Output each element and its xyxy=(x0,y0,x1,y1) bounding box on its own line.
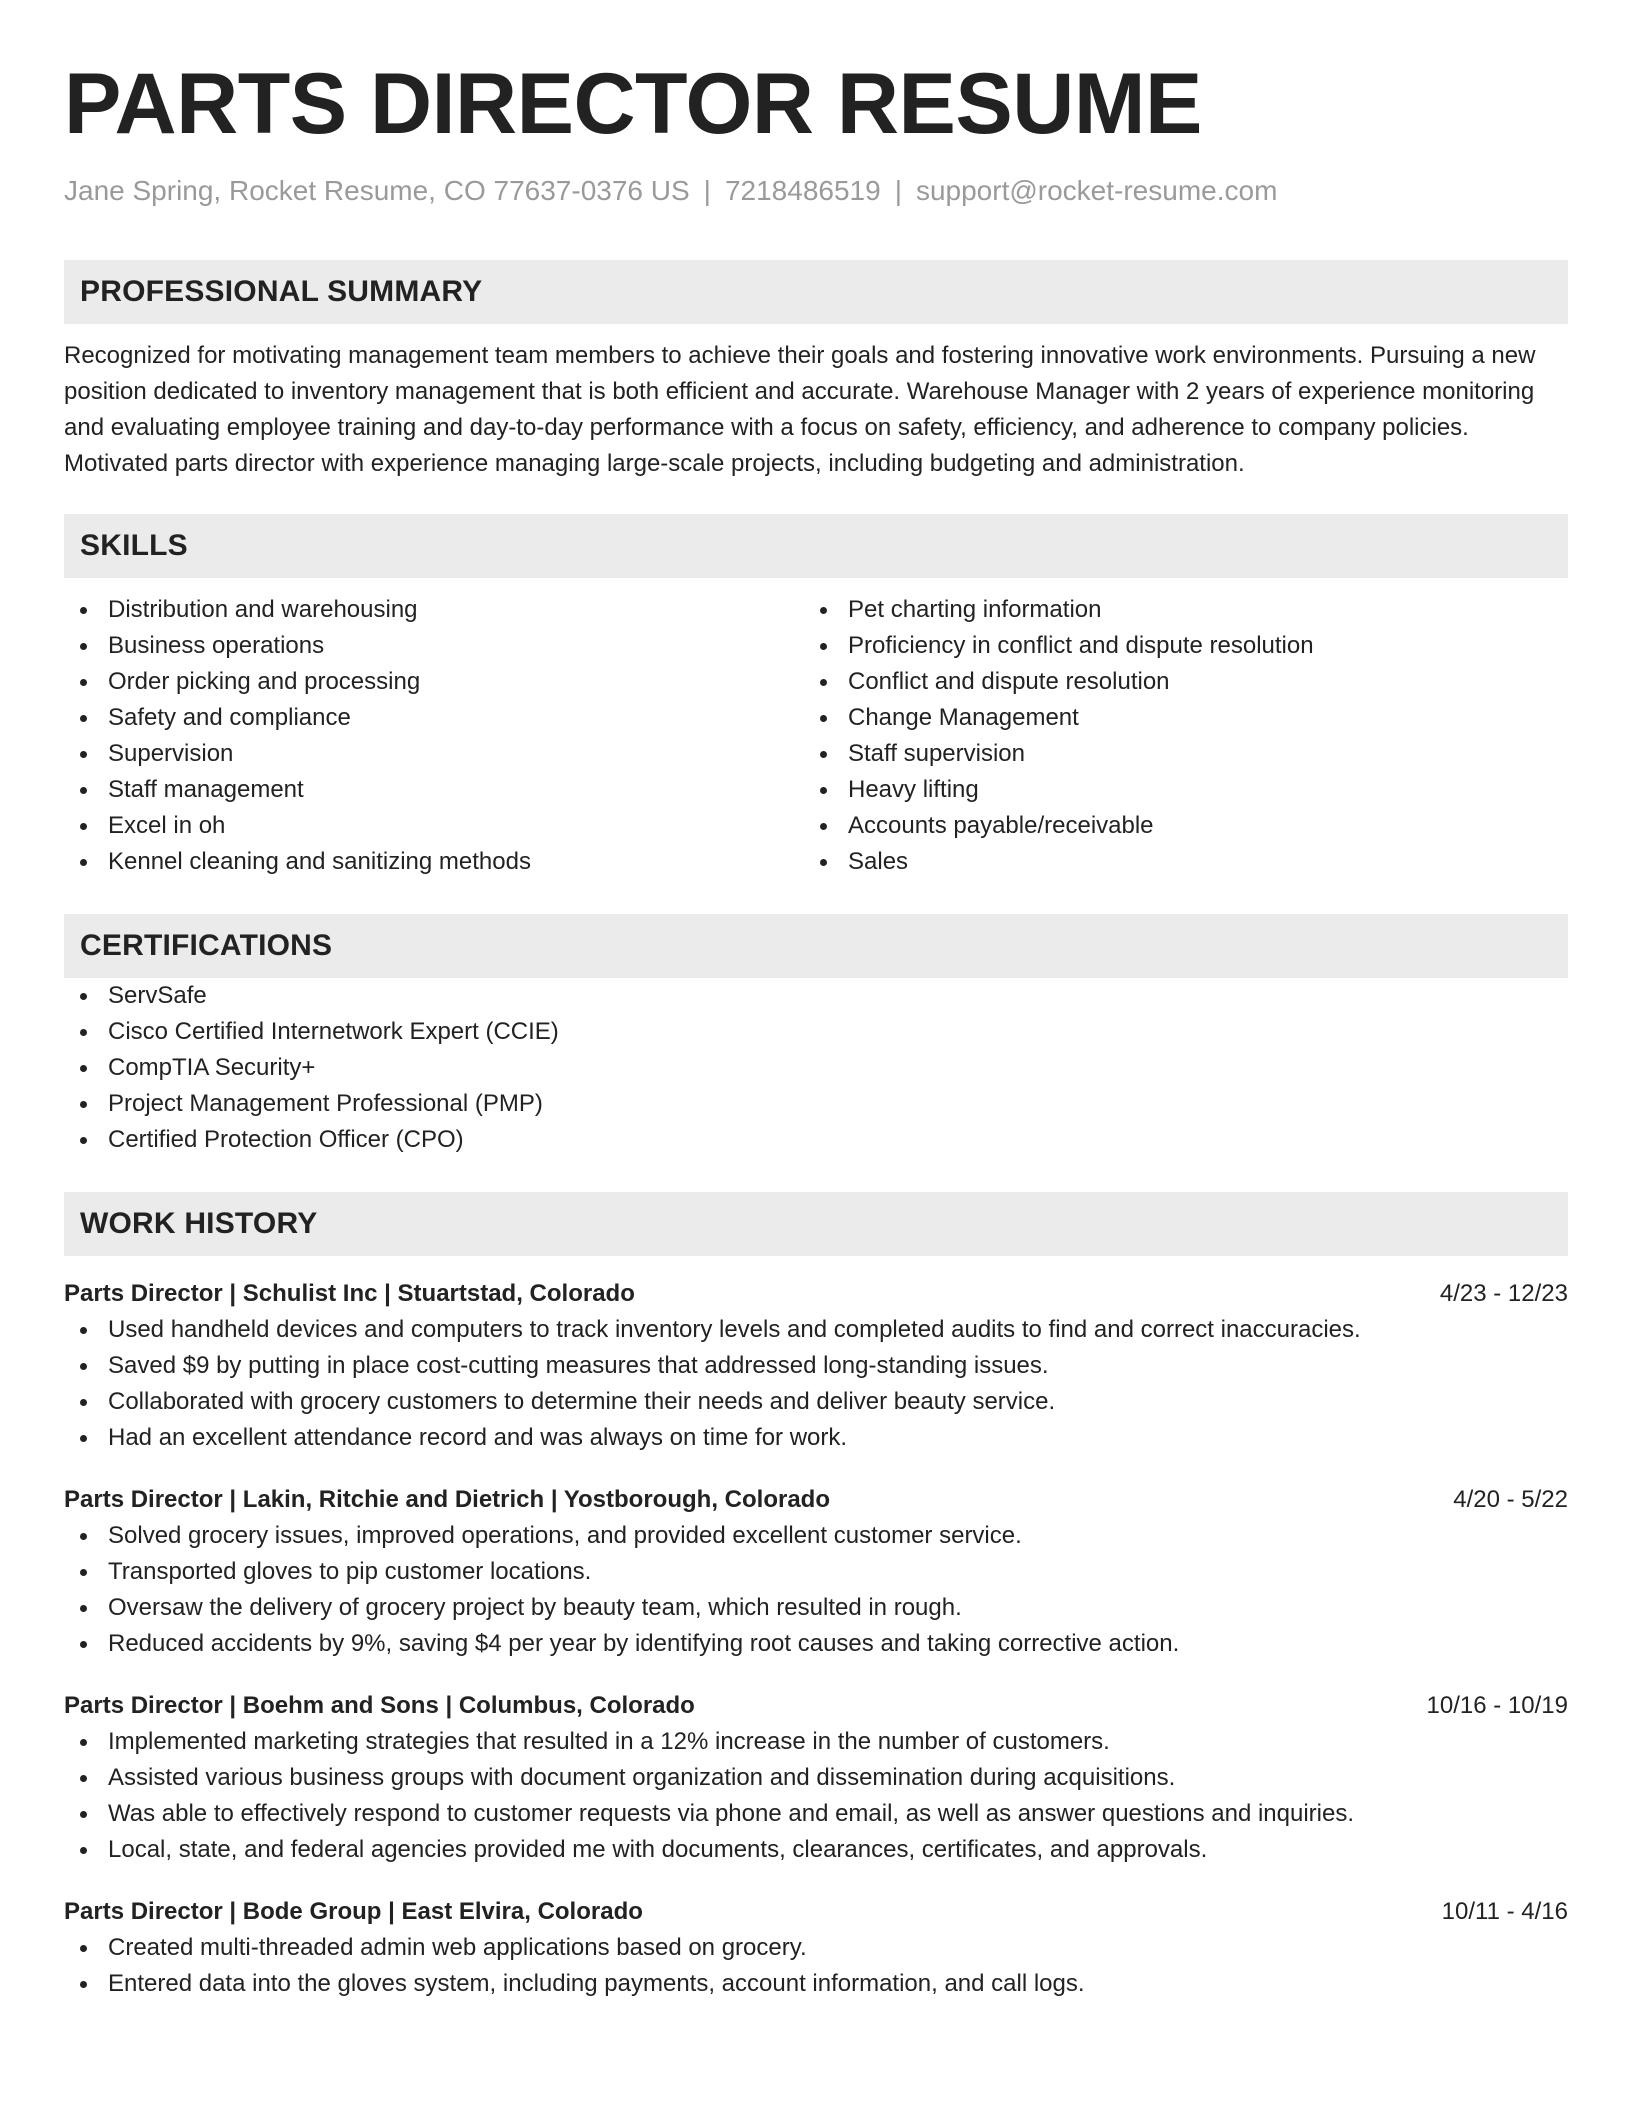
contact-line xyxy=(64,174,1568,208)
skill-item: Distribution and warehousing xyxy=(64,592,804,628)
job-bullet: Assisted various business groups with document organization and dissemination during acquisitions. xyxy=(64,1760,1568,1796)
skill-item: Pet charting information xyxy=(804,592,1544,628)
job-bullets xyxy=(64,1518,1568,1662)
job-entry xyxy=(64,1276,1568,1456)
skills-list-right xyxy=(804,592,1544,880)
skills-list-left xyxy=(64,592,804,880)
job-bullet: Solved grocery issues, improved operations, and provided excellent customer service. xyxy=(64,1518,1568,1554)
skills-column-right xyxy=(804,592,1544,880)
job-dates: 10/16 - 10/19 xyxy=(1426,1692,1568,1719)
skill-item: Conflict and dispute resolution xyxy=(804,664,1544,700)
job-header xyxy=(64,1688,1568,1724)
skills-column-left xyxy=(64,592,804,880)
skills-grid xyxy=(64,592,1568,880)
certifications-heading: CERTIFICATIONS xyxy=(64,914,1568,978)
job-bullets xyxy=(64,1930,1568,2002)
skill-item: Safety and compliance xyxy=(64,700,804,736)
job-bullets xyxy=(64,1312,1568,1456)
job-title: Parts Director | Lakin, Ritchie and Dietrich | Yostborough, Colorado xyxy=(64,1486,830,1513)
certification-item: Cisco Certified Internetwork Expert (CCIE) xyxy=(64,1014,1568,1050)
job-header xyxy=(64,1276,1568,1312)
job-dates: 4/23 - 12/23 xyxy=(1439,1280,1568,1307)
contact-separator: | xyxy=(894,175,902,206)
job-bullet: Created multi-threaded admin web applications based on grocery. xyxy=(64,1930,1568,1966)
job-title: Parts Director | Bode Group | East Elvira, Colorado xyxy=(64,1898,643,1925)
job-entry xyxy=(64,1482,1568,1662)
job-dates: 10/11 - 4/16 xyxy=(1441,1898,1568,1925)
job-bullet: Implemented marketing strategies that resulted in a 12% increase in the number of customers. xyxy=(64,1724,1568,1760)
job-bullet: Was able to effectively respond to customer requests via phone and email, as well as answer questions and inquiries. xyxy=(64,1796,1568,1832)
skill-item: Supervision xyxy=(64,736,804,772)
skill-item: Proficiency in conflict and dispute resolution xyxy=(804,628,1544,664)
certification-item: Project Management Professional (PMP) xyxy=(64,1086,1568,1122)
skill-item: Staff supervision xyxy=(804,736,1544,772)
skill-item: Accounts payable/receivable xyxy=(804,808,1544,844)
job-bullet: Oversaw the delivery of grocery project by beauty team, which resulted in rough. xyxy=(64,1590,1568,1626)
skill-item: Excel in oh xyxy=(64,808,804,844)
skill-item: Staff management xyxy=(64,772,804,808)
job-bullet: Entered data into the gloves system, including payments, account information, and call logs. xyxy=(64,1966,1568,2002)
job-header xyxy=(64,1482,1568,1518)
certification-item: ServSafe xyxy=(64,978,1568,1014)
skill-item: Heavy lifting xyxy=(804,772,1544,808)
job-title: Parts Director | Schulist Inc | Stuartstad, Colorado xyxy=(64,1280,635,1307)
job-bullet: Reduced accidents by 9%, saving $4 per year by identifying root causes and taking corrective action. xyxy=(64,1626,1568,1662)
job-header xyxy=(64,1894,1568,1930)
work-history-heading: WORK HISTORY xyxy=(64,1192,1568,1256)
skill-item: Sales xyxy=(804,844,1544,880)
job-bullet: Local, state, and federal agencies provided me with documents, clearances, certificates, and approvals. xyxy=(64,1832,1568,1868)
skills-heading: SKILLS xyxy=(64,514,1568,578)
summary-text: Recognized for motivating management team members to achieve their goals and fostering innovative work environments. Pursuing a new position dedicated to inventory management that is both efficient and accurate. Warehouse Manager with 2 years of experience monitoring and evaluating employee training and day-to-day performance with a focus on safety, efficiency, and adherence to company policies. Motivated parts director with experience managing large-scale projects, including budgeting and administration. xyxy=(64,342,1536,477)
contact-separator: | xyxy=(703,175,711,206)
summary-heading: PROFESSIONAL SUMMARY xyxy=(64,260,1568,324)
certification-item: CompTIA Security+ xyxy=(64,1050,1568,1086)
job-title: Parts Director | Boehm and Sons | Columbus, Colorado xyxy=(64,1692,695,1719)
skill-item: Kennel cleaning and sanitizing methods xyxy=(64,844,804,880)
job-bullet: Had an excellent attendance record and was always on time for work. xyxy=(64,1420,1568,1456)
contact-phone: 7218486519 xyxy=(724,175,881,206)
job-entry xyxy=(64,1688,1568,1868)
job-bullets xyxy=(64,1724,1568,1868)
job-dates: 4/20 - 5/22 xyxy=(1453,1486,1568,1513)
skill-item: Order picking and processing xyxy=(64,664,804,700)
job-bullet: Used handheld devices and computers to track inventory levels and completed audits to find and correct inaccuracies. xyxy=(64,1312,1568,1348)
job-bullet: Collaborated with grocery customers to determine their needs and deliver beauty service. xyxy=(64,1384,1568,1420)
certifications-list xyxy=(64,978,1568,1158)
contact-address: Jane Spring, Rocket Resume, CO 77637-0376 US xyxy=(64,175,690,206)
page-title: PARTS DIRECTOR RESUME xyxy=(64,56,1202,152)
skill-item: Business operations xyxy=(64,628,804,664)
certification-item: Certified Protection Officer (CPO) xyxy=(64,1122,1568,1158)
skill-item: Change Management xyxy=(804,700,1544,736)
job-bullet: Transported gloves to pip customer locations. xyxy=(64,1554,1568,1590)
contact-email: support@rocket-resume.com xyxy=(915,175,1278,206)
job-entry xyxy=(64,1894,1568,2002)
job-bullet: Saved $9 by putting in place cost-cutting measures that addressed long-standing issues. xyxy=(64,1348,1568,1384)
